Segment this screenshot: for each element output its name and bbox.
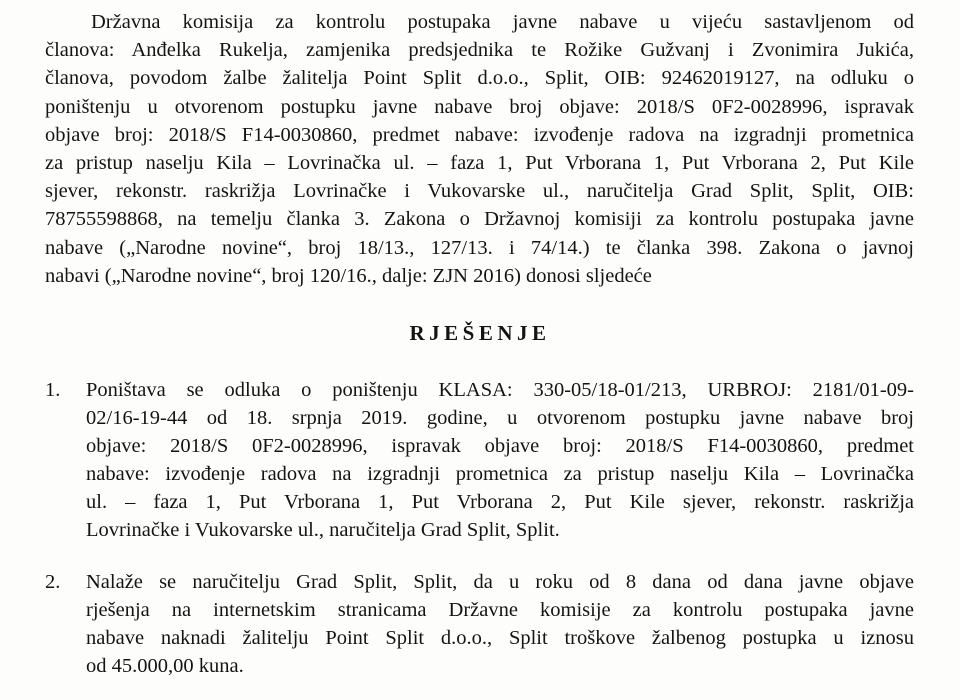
intro-line: 78755598868, na temelju članka 3. Zakona o Državnoj komisiji za kontrolu postupaka javne xyxy=(45,208,914,230)
intro-line: članova: Anđelka Rukelja, zamjenika predsjednika te Rožike Gužvanj i Zvonimira Jukića, xyxy=(45,39,914,61)
intro-line: nabave („Narodne novine“, broj 18/13., 127/13. i 74/14.) te članka 398. Zakona o javnoj xyxy=(45,237,914,259)
item-line: Poništava se odluka o poništenju KLASA: 330-05/18-01/213, URBROJ: 2181/01-09- xyxy=(86,379,914,401)
item-line: rješenja na internetskim stranicama Državne komisije za kontrolu postupaka javne xyxy=(86,599,914,621)
item-line: ul. – faza 1, Put Vrborana 1, Put Vrborana 2, Put Kile sjever, rekonstr. raskrižja xyxy=(86,491,914,513)
item-line: objave: 2018/S 0F2-0028996, ispravak objave broj: 2018/S F14-0030860, predmet xyxy=(86,435,914,457)
item-line: Nalaže se naručitelju Grad Split, Split, da u roku od 8 dana od dana javne objave xyxy=(86,571,914,593)
intro-line: članova, povodom žalbe žalitelja Point Split d.o.o., Split, OIB: 92462019127, na odluku o xyxy=(45,67,914,89)
item-line: 02/16-19-44 od 18. srpnja 2019. godine, u otvorenom postupku javne nabave broj xyxy=(86,407,914,429)
intro-line: sjever, rekonstr. raskrižja Lovrinačke i Vukovarske ul., naručitelja Grad Split, Split, OIB: xyxy=(45,180,914,202)
item-line: od 45.000,00 kuna. xyxy=(86,655,244,677)
intro-line: nabavi („Narodne novine“, broj 120/16., dalje: ZJN 2016) donosi sljedeće xyxy=(45,265,652,287)
item-line: nabave naknadi žalitelju Point Split d.o.o., Split troškove žalbenog postupka u iznosu xyxy=(86,627,914,649)
item-line: Lovrinačke i Vukovarske ul., naručitelja Grad Split, Split. xyxy=(86,519,560,541)
intro-line: Državna komisija za kontrolu postupaka javne nabave u vijeću sastavljenom od xyxy=(91,11,914,33)
intro-line: poništenju u otvorenom postupku javne nabave broj objave: 2018/S 0F2-0028996, ispravak xyxy=(45,96,914,118)
item-number: 2. xyxy=(45,571,61,593)
item-number: 1. xyxy=(45,379,61,401)
item-line: nabave: izvođenje radova na izgradnji prometnica za pristup naselju Kila – Lovrinačka xyxy=(86,463,914,485)
intro-line: objave broj: 2018/S F14-0030860, predmet nabave: izvođenje radova na izgradnji prometnica xyxy=(45,124,914,146)
decision-heading: RJEŠENJE xyxy=(409,321,551,345)
intro-line: za pristup naselju Kila – Lovrinačka ul. – faza 1, Put Vrborana 1, Put Vrborana 2, Put Kile xyxy=(45,152,914,174)
